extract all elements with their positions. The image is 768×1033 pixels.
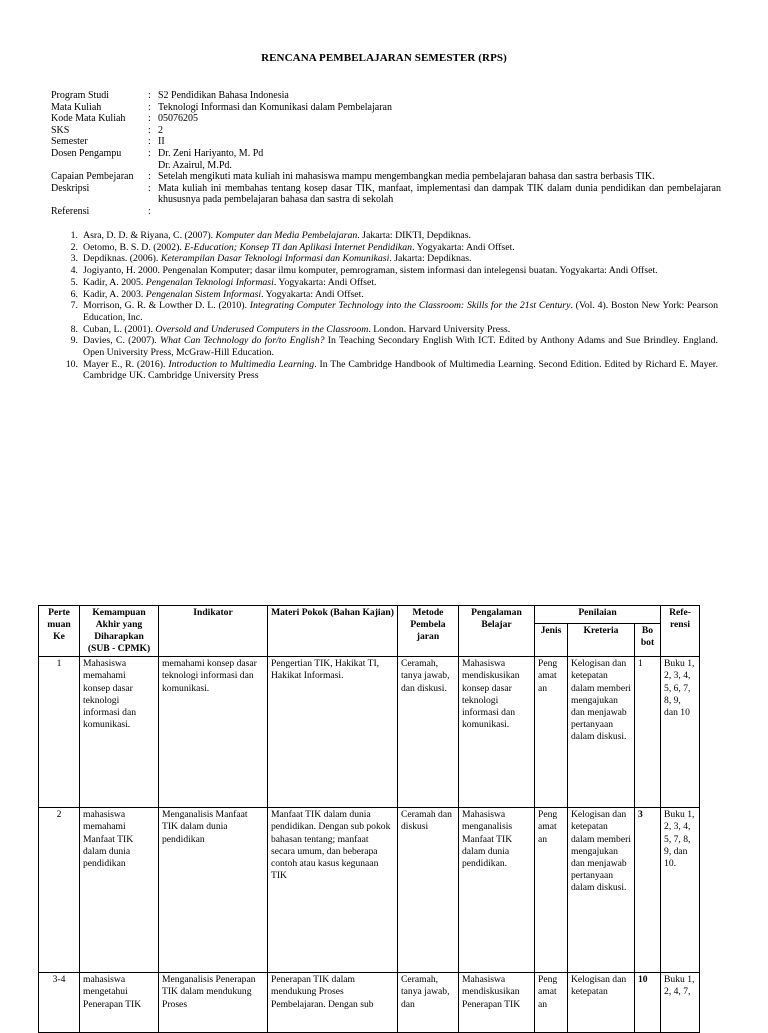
info-row xyxy=(51,206,721,218)
header-indikator: Indikator xyxy=(159,606,268,657)
cell-kemampuan: Mahasiswa memahami konsep dasar teknologi informasi dan komunikasi. xyxy=(80,657,159,808)
info-colon xyxy=(148,160,158,172)
reference-author: Oetomo, B. S. D. (2002). xyxy=(83,241,185,253)
reference-item xyxy=(51,335,718,358)
info-label: Dosen Pengampu xyxy=(51,147,122,159)
reference-text xyxy=(83,289,718,301)
info-value: Dr. Azairul, M.Pd. xyxy=(158,159,232,171)
header-bobot: Bo bot xyxy=(635,624,661,657)
reference-publisher: . (Vol. 4). Boston New York: Pearson Education, Inc. xyxy=(83,300,718,323)
header-metode: Metode Pembela jaran xyxy=(398,606,459,657)
reference-number: 8. xyxy=(70,323,78,335)
reference-text xyxy=(83,277,718,289)
info-colon: : xyxy=(148,171,151,183)
reference-item xyxy=(51,359,718,382)
cell-pertemuan: 2 xyxy=(39,808,80,973)
cell-kreteria: Kelogisan dan ketepatan dalam memberi mengajukan dan menjawab pertanyaan dalam diskusi. xyxy=(568,657,635,808)
info-label: Semester xyxy=(51,136,88,148)
reference-publisher: . London. Harvard University Press. xyxy=(368,323,511,335)
info-label: SKS xyxy=(51,124,70,136)
reference-publisher: . Yogyakarta: Andi Offset. xyxy=(261,288,364,300)
reference-number: 1. xyxy=(70,230,78,241)
info-colon: : xyxy=(148,147,151,159)
reference-publisher: . Yogyakarta: Andi Offset. xyxy=(273,276,377,288)
reference-book-title: Introduction to Multimedia Learning xyxy=(168,358,315,370)
header-pengalaman: Pengalaman Belajar xyxy=(459,606,535,657)
info-label: Kode Mata Kuliah xyxy=(51,113,126,125)
cell-bobot: 3 xyxy=(635,808,661,973)
reference-number: 3. xyxy=(70,253,78,265)
reference-publisher: . Jakarta: Depdiknas. xyxy=(389,253,472,265)
reference-number: 10. xyxy=(65,358,78,370)
reference-book-title: Pengenalan Sistem Informasi xyxy=(145,288,262,300)
reference-number: 2. xyxy=(70,241,78,253)
cell-referensi: Buku 1, 2, 4, 7, xyxy=(661,973,700,1033)
info-colon: : xyxy=(148,182,151,194)
cell-materi: Manfaat TIK dalam dunia pendidikan. Dengan sub pokok bahasan tentang; manfaat secara umum, dan beberapa contoh atau kasus kegunaan TIK xyxy=(268,808,398,973)
reference-publisher: . In The Cambridge Handbook of Multimedia Learning. Second Edition. Edited by Richard E. Mayer. Cambridge UK. Cambridge University Press xyxy=(83,358,718,382)
reference-number: 5. xyxy=(70,276,78,288)
cell-bobot: 10 xyxy=(635,973,661,1033)
info-value: Dr. Zeni Hariyanto, M. Pd xyxy=(158,147,264,159)
cell-kreteria: Kelogisan dan ketepatan dalam memberi mengajukan dan menjawab pertanyaan dalam diskusi. xyxy=(568,808,635,973)
cell-jenis: Peng amat an xyxy=(535,973,568,1033)
reference-author: Kadir, A. 2005. xyxy=(83,276,146,288)
reference-author: Davies, C. (2007). xyxy=(83,335,160,347)
reference-item xyxy=(51,300,718,323)
reference-text xyxy=(83,230,718,242)
info-value: Setelah mengikuti mata kuliah ini mahasiswa mampu mengembangkan media pembelajaran bahasa dan sastra berbasis TIK. xyxy=(158,171,655,183)
info-colon: : xyxy=(148,136,151,148)
reference-number: 9. xyxy=(70,335,78,347)
header-pertemuan: Perte muan Ke xyxy=(39,606,80,657)
info-row xyxy=(51,171,721,183)
reference-item xyxy=(51,242,718,254)
cell-bobot: 1 xyxy=(635,657,661,808)
info-label: Program Studi xyxy=(51,90,110,101)
reference-text xyxy=(83,253,718,265)
info-row xyxy=(51,113,721,125)
info-value: II xyxy=(158,136,165,148)
reference-book-title: Keterampilan Dasar Teknologi Informasi dan Komunikasi xyxy=(160,253,390,265)
document-title: RENCANA PEMBELAJARAN SEMESTER (RPS) xyxy=(261,52,507,64)
reference-publisher: . Yogyakarta: Andi Offset. xyxy=(412,241,515,253)
header-kreteria: Kreteria xyxy=(568,624,635,657)
reference-book-title: Integrating Computer Technology into the Classroom: Skills for the 21st Century xyxy=(249,300,571,312)
reference-number: 4. xyxy=(70,265,78,277)
cell-jenis: Peng amat an xyxy=(535,657,568,808)
reference-author: Depdiknas. (2006). xyxy=(83,253,161,265)
reference-author: Asra, D. D. & Riyana, C. (2007). xyxy=(83,230,216,241)
header-materi: Materi Pokok (Bahan Kajian) xyxy=(268,606,398,657)
reference-text xyxy=(83,335,718,358)
reference-item xyxy=(51,253,718,265)
reference-publisher: . Jakarta: DIKTI, Depdiknas. xyxy=(357,230,471,241)
reference-text xyxy=(83,300,718,323)
reference-author: Mayer E., R. (2016). xyxy=(83,358,169,370)
reference-author: Jogiyanto, H. 2000. Pengenalan Komputer; dasar ilmu komputer, pemrograman, sistem informasi dan intelegensi buatan. Yogyakarta: Andi Offset. xyxy=(83,265,658,277)
cell-kemampuan: mahasiswa mengetahui Penerapan TIK xyxy=(80,973,159,1033)
info-colon: : xyxy=(148,205,151,217)
info-label: Capaian Pembejaran xyxy=(51,171,134,183)
reference-item xyxy=(51,265,718,277)
cell-materi: Penerapan TIK dalam mendukung Proses Pembelajaran. Dengan sub xyxy=(268,973,398,1033)
reference-item xyxy=(51,277,718,289)
cell-pengalaman: Mahasiswa menganalisis Manfaat TIK dalam dunia pendidikan. xyxy=(459,808,535,973)
info-row xyxy=(51,125,721,137)
reference-author: Cuban, L. (2001). xyxy=(83,323,156,335)
info-row xyxy=(51,136,721,148)
info-colon: : xyxy=(148,124,151,136)
info-value: 05076205 xyxy=(158,113,198,125)
reference-number: 6. xyxy=(70,288,78,300)
reference-publisher: In Teaching Secondary English With ICT. Edited by Anthony Adams and Sue Brindley. England. Open University Press, McGraw-Hill Education. xyxy=(83,335,718,359)
reference-book-title: Oversold and Underused Computers in the Classroom xyxy=(155,323,369,335)
cell-kreteria: Kelogisan dan ketepatan xyxy=(568,973,635,1033)
info-value xyxy=(158,206,721,218)
reference-book-title: E-Education; Konsep TI dan Aplikasi Internet Pendidikan xyxy=(184,241,413,253)
info-colon: : xyxy=(148,101,151,113)
reference-list xyxy=(51,230,718,382)
cell-pengalaman: Mahasiswa mendiskusikan Penerapan TIK xyxy=(459,973,535,1033)
info-colon: : xyxy=(148,113,151,125)
cell-pengalaman: Mahasiswa mendiskusikan konsep dasar teknologi informasi dan komunikasi. xyxy=(459,657,535,808)
table-row xyxy=(39,808,700,973)
info-row xyxy=(51,90,721,102)
cell-jenis: Peng amat an xyxy=(535,808,568,973)
info-label xyxy=(51,160,148,172)
cell-referensi: Buku 1, 2, 3, 4, 5, 7, 8, 9, dan 10. xyxy=(661,808,700,973)
reference-item xyxy=(51,324,718,336)
cell-referensi: Buku 1, 2, 3, 4, 5, 6, 7, 8, 9, dan 10 xyxy=(661,657,700,808)
reference-book-title: Pengenalan Teknologi Informasi xyxy=(145,276,274,288)
cell-materi: Pengertian TIK, Hakikat TI, Hakikat Informasi. xyxy=(268,657,398,808)
info-label: Mata Kuliah xyxy=(51,101,102,113)
cell-indikator: Menganalisis Manfaat TIK dalam dunia pendidikan xyxy=(159,808,268,973)
info-row xyxy=(51,160,721,172)
info-row xyxy=(51,148,721,160)
course-info xyxy=(51,90,721,218)
reference-text xyxy=(83,359,718,382)
info-label: Deskripsi xyxy=(51,182,90,194)
info-value: Mata kuliah ini membahas tentang kosep dasar TIK, manfaat, implementasi dan dampak TIK dalam dunia pendidikan dan pembelajaran khususnya pada pembelajaran bahasa dan sastra di sekolah xyxy=(158,182,721,206)
reference-text xyxy=(83,265,718,277)
info-value: 2 xyxy=(158,124,163,136)
reference-author: Morrison, G. R. & Lowther D. L. (2010). xyxy=(83,300,250,312)
reference-author: Kadir, A. 2003. xyxy=(83,288,146,300)
info-value: Teknologi Informasi dan Komunikasi dalam Pembelajaran xyxy=(158,101,392,113)
cell-pertemuan: 3-4 xyxy=(39,973,80,1033)
info-value: S2 Pendidikan Bahasa Indonesia xyxy=(158,90,289,101)
table-row xyxy=(39,657,700,808)
info-colon: : xyxy=(148,90,151,101)
cell-indikator: Menganalisis Penerapan TIK dalam mendukung Proses xyxy=(159,973,268,1033)
header-kemampuan: Kemampuan Akhir yang Diharapkan (SUB - CPMK) xyxy=(80,606,159,657)
reference-text xyxy=(83,324,718,336)
reference-number: 7. xyxy=(70,300,78,312)
header-jenis: Jenis xyxy=(535,624,568,657)
reference-text xyxy=(83,242,718,254)
rps-table xyxy=(38,605,700,1033)
reference-book-title: Komputer dan Media Pembelajaran xyxy=(215,230,358,241)
cell-metode: Ceramah dan diskusi xyxy=(398,808,459,973)
info-label: Referensi xyxy=(51,205,90,217)
cell-indikator: memahami konsep dasar teknologi informasi dan komunikasi. xyxy=(159,657,268,808)
header-referensi: Refe- rensi xyxy=(661,606,700,657)
reference-book-title: What Can Technology do for/to English? xyxy=(159,335,325,347)
cell-metode: Ceramah, tanya jawab, dan diskusi. xyxy=(398,657,459,808)
info-row xyxy=(51,183,721,206)
cell-kemampuan: mahasiswa memahami Manfaat TIK dalam dunia pendidikan xyxy=(80,808,159,973)
info-row xyxy=(51,102,721,114)
reference-item xyxy=(51,230,718,242)
header-penilaian: Penilaian xyxy=(535,606,661,624)
reference-item xyxy=(51,289,718,301)
cell-pertemuan: 1 xyxy=(39,657,80,808)
cell-metode: Ceramah, tanya jawab, dan xyxy=(398,973,459,1033)
